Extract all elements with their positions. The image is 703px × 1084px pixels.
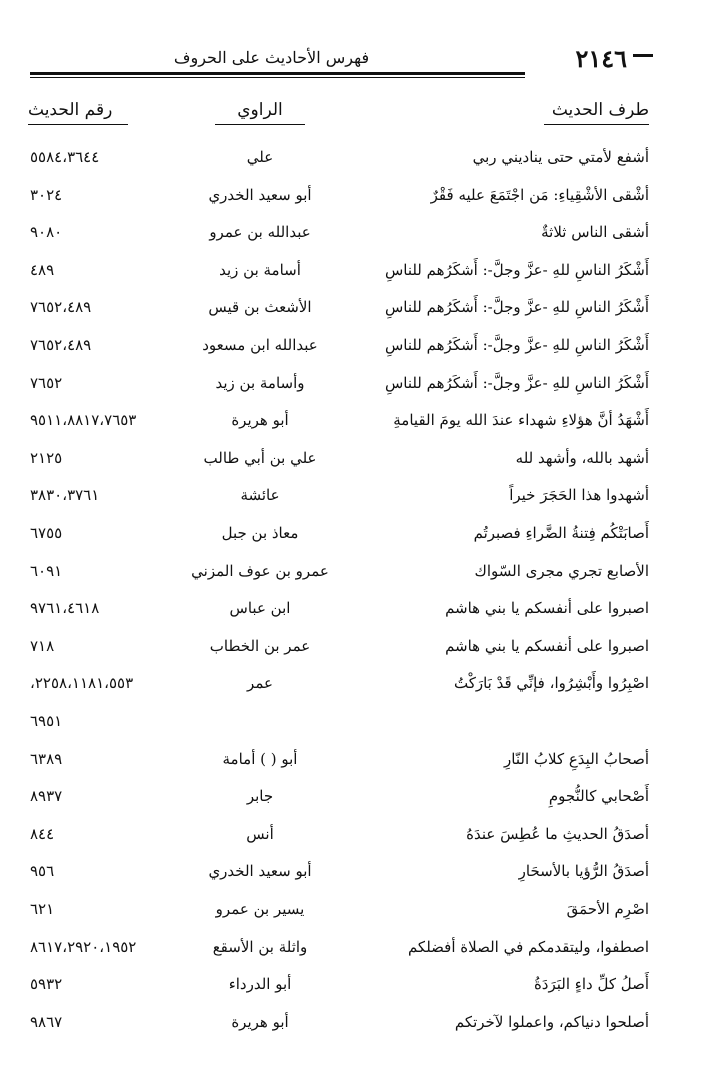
narrator-name: أبو سعيد الخدري	[208, 186, 312, 204]
table-row	[0, 750, 703, 780]
hadith-numbers: ٦٩٥١	[30, 712, 63, 730]
table-row	[0, 336, 703, 366]
narrator-name: أبو ( ) أمامة	[222, 750, 298, 768]
hadith-numbers: ٣٠٢٤	[30, 186, 63, 204]
hadith-numbers: ٩٥٦	[30, 862, 55, 880]
hadith-numbers: ٦٠٩١	[30, 562, 63, 580]
hadith-text: أشفع لأمتي حتى يناديني ربي	[472, 148, 649, 166]
hadith-text: اصبروا على أنفسكم يا بني هاشم	[445, 599, 649, 617]
narrator-name: عبدالله ابن مسعود	[202, 336, 318, 354]
hadith-text: أَشْكَرُ الناسِ للهِ -عزَّ وجلَّ-: أَشكَرُهم للناسِ	[384, 298, 649, 316]
hadith-numbers: ٤٨٩	[30, 261, 55, 279]
narrator-name: علي	[246, 148, 274, 166]
narrator-name: علي بن أبي طالب	[203, 449, 317, 467]
table-row	[0, 524, 703, 554]
hadith-numbers: ٨٤٤	[30, 825, 55, 843]
narrator-name: عائشة	[240, 486, 280, 504]
hadith-numbers: ٩٧٦١،٤٦١٨	[30, 599, 100, 617]
narrator-name: وأسامة بن زيد	[215, 374, 305, 392]
table-row	[0, 449, 703, 479]
narrator-name: عبدالله بن عمرو	[209, 223, 311, 241]
hadith-numbers: ٧٦٥٢	[30, 374, 63, 392]
narrator-name: عمرو بن عوف المزني	[191, 562, 329, 580]
narrator-name: عمر	[247, 674, 273, 692]
table-row	[0, 562, 703, 592]
hadith-text: أَشْكَرُ الناسِ للهِ -عزَّ وجلَّ-: أَشكَرُهم للناسِ	[384, 336, 649, 354]
column-header-hadith-label: طرف الحديث	[551, 100, 649, 120]
header-dash	[633, 54, 653, 57]
column-header-underline	[215, 124, 305, 125]
column-header-number	[28, 100, 128, 125]
table-row	[0, 900, 703, 930]
column-header-underline	[544, 124, 649, 125]
hadith-numbers: ٧٦٥٢،٤٨٩	[30, 298, 92, 316]
hadith-numbers: ٩٨٦٧	[30, 1013, 63, 1031]
narrator-name: واثلة بن الأسقع	[212, 938, 308, 956]
hadith-numbers: ٢١٢٥	[30, 449, 63, 467]
hadith-numbers: ٦٣٨٩	[30, 750, 63, 768]
hadith-numbers: ٨٦١٧،٢٩٢٠،١٩٥٢	[30, 938, 137, 956]
hadith-text: أشْقى الأشْقِياءِ: مَن اجْتَمَعَ عليه فَقْرٌ	[430, 186, 649, 204]
hadith-text: أصلحوا دنياكم، واعملوا لآخرتكم	[454, 1013, 649, 1031]
narrator-name: أنس	[246, 825, 274, 843]
hadith-numbers: ٩٥١١،٨٨١٧،٧٦٥٣	[30, 411, 137, 429]
hadith-numbers: ٩٠٨٠	[30, 223, 63, 241]
hadith-text: أَصابَتْكُم فِتنةُ الضَّراءِ فصبرتُم	[473, 524, 649, 542]
header-rule-thick	[30, 72, 525, 75]
hadith-text: أَشْكَرُ الناسِ للهِ -عزَّ وجلَّ-: أَشكَرُهم للناسِ	[384, 374, 649, 392]
hadith-text: أصحابُ البِدَعِ كلابُ النّارِ	[504, 750, 649, 768]
hadith-text: اصْبِرُوا وأَبْشِرُوا، فإنِّي قَدْ بَارَكْتُ	[453, 674, 649, 692]
table-row	[0, 223, 703, 253]
column-header-narrator-label: الراوي	[237, 100, 283, 120]
page-title: فهرس الأحاديث على الحروف	[173, 48, 370, 67]
hadith-text: أصدَقُ الحديثِ ما عُطِسَ عندَهُ	[466, 825, 649, 843]
hadith-text: اصبروا على أنفسكم يا بني هاشم	[445, 637, 649, 655]
page-number: ٢١٤٦	[575, 44, 627, 73]
hadith-numbers: ٧٦٥٢،٤٨٩	[30, 336, 92, 354]
table-row	[0, 486, 703, 516]
hadith-numbers: ٦٧٥٥	[30, 524, 63, 542]
narrator-name: معاذ بن جبل	[221, 524, 299, 542]
table-row	[0, 261, 703, 291]
narrator-name: عمر بن الخطاب	[209, 637, 311, 655]
narrator-name: أبو سعيد الخدري	[208, 862, 312, 880]
narrator-name: يسير بن عمرو	[215, 900, 305, 918]
table-row	[0, 374, 703, 404]
hadith-numbers: ٥٩٣٢	[30, 975, 63, 993]
table-row	[0, 298, 703, 328]
hadith-text: أَشْكَرُ الناسِ للهِ -عزَّ وجلَّ-: أَشكَرُهم للناسِ	[384, 261, 649, 279]
hadith-text: اصْرِم الأحمَقَ	[566, 900, 649, 918]
hadith-numbers: ٢٢٥٨،١١٨١،٥٥٣،	[30, 674, 134, 692]
narrator-name: أبو هريرة	[231, 1013, 289, 1031]
table-row	[0, 674, 703, 704]
column-header-underline	[28, 124, 128, 125]
hadith-text: اصطفوا، وليتقدمكم في الصلاة أفضلكم	[407, 938, 649, 956]
narrator-name: ابن عباس	[229, 599, 291, 617]
column-header-number-label: رقم الحديث	[28, 100, 113, 120]
page-header	[30, 42, 663, 82]
hadith-text: أَصلُ كلِّ داءٍ البَرَدَةُ	[533, 975, 649, 993]
table-row	[0, 712, 703, 742]
hadith-text: الأصابع تجري مجرى السّواك	[474, 562, 649, 580]
hadith-numbers: ٧١٨	[30, 637, 55, 655]
hadith-text: أَصْحابي كالنُّجومِ	[548, 787, 649, 805]
table-row	[0, 1013, 703, 1043]
column-header-hadith	[544, 100, 649, 125]
hadith-numbers: ٥٥٨٤،٣٦٤٤	[30, 148, 100, 166]
narrator-name: الأشعث بن قيس	[208, 298, 312, 316]
narrator-name: أبو الدرداء	[228, 975, 292, 993]
hadith-numbers: ٣٨٣٠،٣٧٦١	[30, 486, 100, 504]
table-row	[0, 599, 703, 629]
table-row	[0, 787, 703, 817]
hadith-numbers: ٨٩٣٧	[30, 787, 63, 805]
hadith-numbers: ٦٢١	[30, 900, 55, 918]
hadith-text: أشقى الناس ثلاثةٌ	[541, 223, 649, 241]
hadith-text: أصدَقُ الرُّؤيا بالأسحَارِ	[518, 862, 649, 880]
table-row	[0, 186, 703, 216]
table-row	[0, 148, 703, 178]
narrator-name: جابر	[246, 787, 274, 805]
narrator-name: أبو هريرة	[231, 411, 289, 429]
hadith-text: أشهدوا هذا الحَجَرَ خيراً	[509, 486, 649, 504]
table-row	[0, 862, 703, 892]
header-rule-thin	[30, 77, 525, 78]
narrator-name: أسامة بن زيد	[219, 261, 301, 279]
hadith-text: أَشْهَدُ أنَّ هؤلاءِ شهداء عندَ الله يومَ القيامةِ	[393, 411, 649, 429]
table-row	[0, 825, 703, 855]
table-row	[0, 637, 703, 667]
hadith-text: أشهد بالله، وأشهد لله	[515, 449, 649, 467]
table-row	[0, 938, 703, 968]
table-row	[0, 411, 703, 441]
column-header-narrator	[215, 100, 305, 125]
table-row	[0, 975, 703, 1005]
